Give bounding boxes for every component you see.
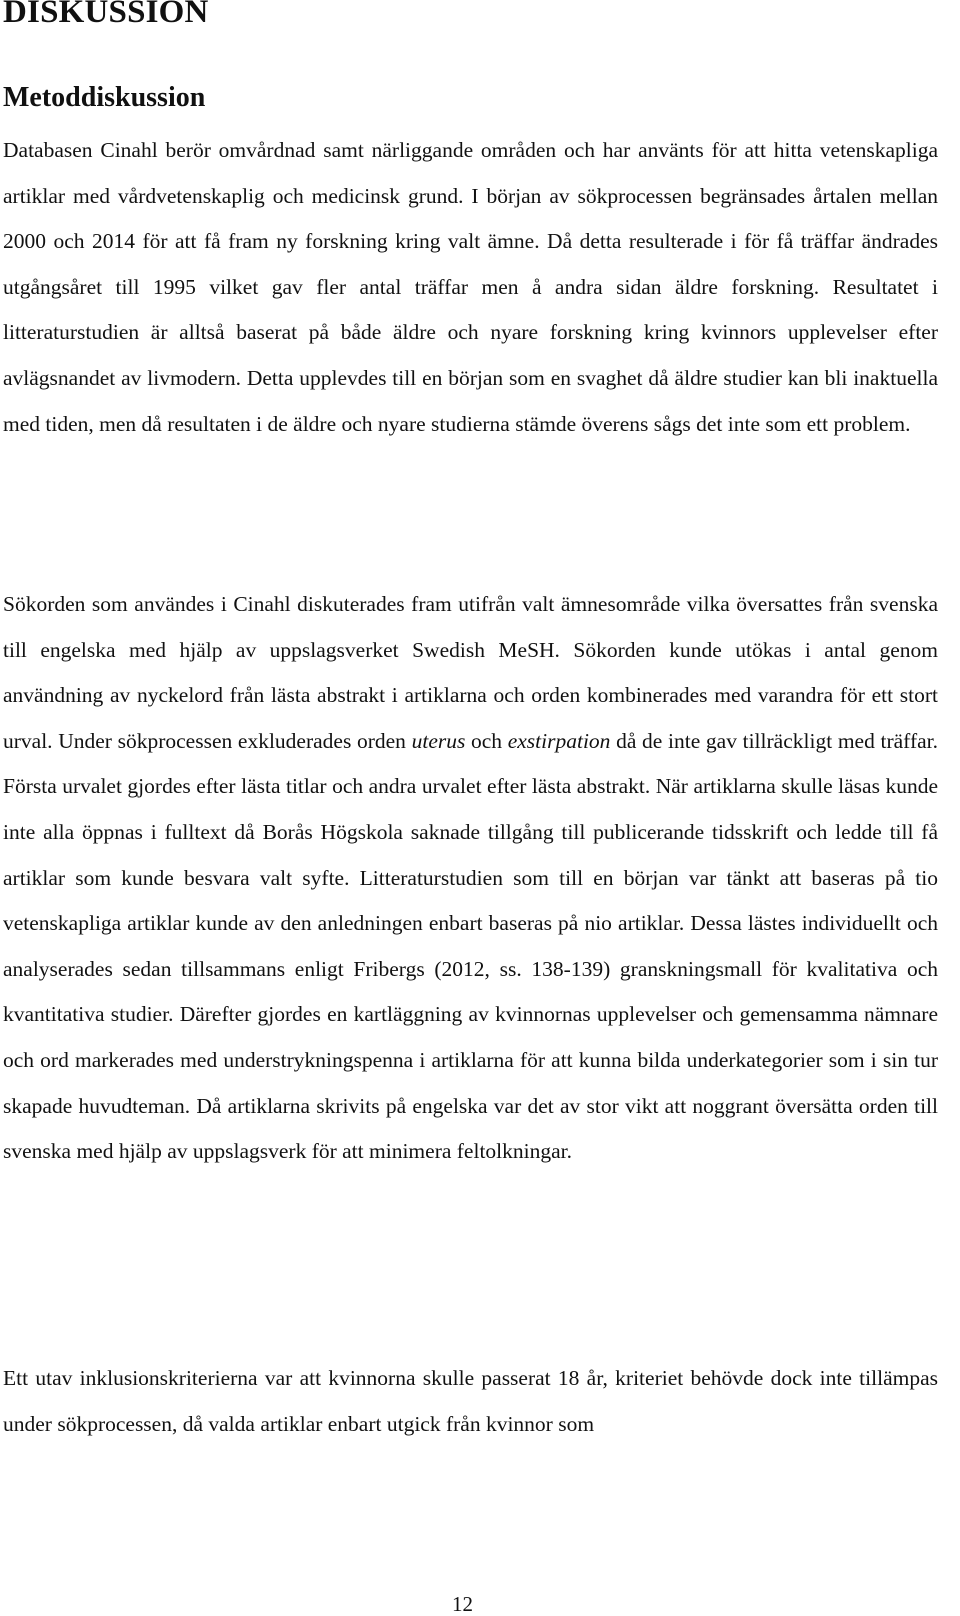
paragraph-text: då de inte gav tillräckligt med träffar. Första urvalet gjordes efter lästa titlar och andra urvalet efter lästa abstrakt. När artiklarna skulle läsas kunde inte alla öppnas i fulltext då Borås Högskola saknade tillgång till publicerande tidsskrift och ledde till få artiklar som kunde besvara valt syfte. Litteraturstudien som till en början var tänkt att baseras på tio vetenskapliga artiklar kunde av den anledningen enbart baseras på nio artiklar. Dessa lästes individuellt och analyserades sedan tillsammans enligt Fribergs (2012, ss. 138-139) granskningsmall för kvalitativa och kvantitativa studier. Därefter gjordes en kartläggning av kvinnornas upplevelser och gemensamma nämnare och ord markerades med understrykningspenna i artiklarna för att kunna bilda underkategorier som i sin tur skapade huvudteman. Då artiklarna skrivits på engelska var det av stor vikt att noggrant översätta orden till svenska med hjälp av uppslagsverk för att minimera feltolkningar. — [3, 728, 938, 1164]
italic-term: uterus — [411, 728, 466, 753]
paragraph-search-terms — [3, 582, 938, 1175]
page-number: 12 — [452, 1592, 473, 1616]
section-heading: DISKUSSION — [3, 0, 209, 30]
paragraph-database: Databasen Cinahl berör omvårdnad samt närliggande områden och har använts för att hitta vetenskapliga artiklar med vårdvetenskaplig och medicinsk grund. I början av sökprocessen begränsades årtalen mellan 2000 och 2014 för att få fram ny forskning kring valt ämne. Då detta resulterade i för få träffar ändrades utgångsåret till 1995 vilket gav fler antal träffar men å andra sidan äldre forskning. Resultatet i litteraturstudien är alltså baserat på både äldre och nyare forskning kring kvinnors upplevelser efter avlägsnandet av livmodern. Detta upplevdes till en början som en svaghet då äldre studier kan bli inaktuella med tiden, men då resultaten i de äldre och nyare studierna stämde överens sågs det inte som ett problem. — [3, 138, 938, 436]
italic-term: exstirpation — [507, 728, 611, 753]
subsection-heading: Metoddiskussion — [3, 82, 206, 113]
paragraph-text: och — [465, 728, 508, 753]
paragraph-inclusion-criteria: Ett utav inklusionskriterierna var att kvinnorna skulle passerat 18 år, kriteriet behövde dock inte tillämpas under sökprocessen, då valda artiklar enbart utgick från kvinnor som — [3, 1366, 938, 1436]
paragraph-text: Sökorden som användes i Cinahl diskuterades fram utifrån valt ämnesområde vilka översattes från svenska till engelska med hjälp av uppslagsverket Swedish MeSH. Sökorden kunde utökas i antal genom användning av nyckelord från lästa abstrakt i artiklarna och orden kombinerades med varandra för ett stort urval. Under sökprocessen exkluderades orden — [3, 592, 938, 753]
